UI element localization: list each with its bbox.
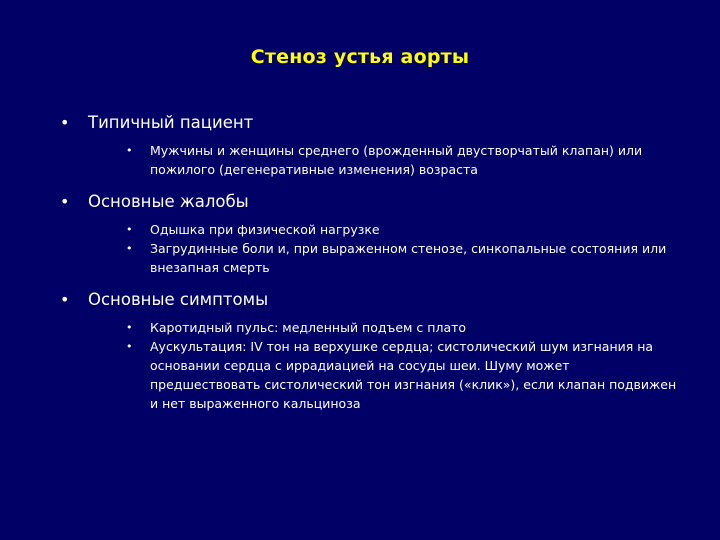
list-item xyxy=(126,220,680,239)
bullet-icon: • xyxy=(126,340,133,353)
list-item xyxy=(126,318,680,337)
section-typical-patient xyxy=(60,112,680,179)
list-item-text: Одышка при физической нагрузке xyxy=(150,222,380,237)
list-item xyxy=(126,337,680,413)
bullet-icon: • xyxy=(126,223,133,236)
list-item-text: Аускультация: IV тон на верхушке сердца; систолический шум изгнания на основании сердца с иррадиацией на сосуды шеи. Шуму может предшествовать систолический тон изгнания («клик»), если клапан подвижен и нет выраженного кальциноза xyxy=(150,339,677,411)
section-main-complaints xyxy=(60,191,680,277)
list-item-text: Каротидный пульс: медленный подъем с плато xyxy=(150,320,467,335)
section-heading xyxy=(60,289,680,311)
bullet-icon: • xyxy=(126,144,133,157)
section-main-symptoms xyxy=(60,289,680,413)
bullet-icon: • xyxy=(126,242,133,255)
list-item xyxy=(126,239,680,277)
section-heading xyxy=(60,112,680,134)
slide-content xyxy=(60,112,680,425)
section-heading-text: Основные симптомы xyxy=(88,290,269,309)
sub-list xyxy=(126,141,680,179)
list-item-text: Мужчины и женщины среднего (врожденный двустворчатый клапан) или пожилого (дегенеративные изменения) возраста xyxy=(150,143,643,177)
sub-list xyxy=(126,220,680,277)
bullet-icon: • xyxy=(60,192,70,211)
bullet-icon: • xyxy=(60,113,70,132)
slide-title: Стеноз устья аорты xyxy=(250,46,470,68)
section-heading-text: Типичный пациент xyxy=(88,113,254,132)
section-heading-text: Основные жалобы xyxy=(88,192,249,211)
sub-list xyxy=(126,318,680,413)
bullet-icon: • xyxy=(126,321,133,334)
list-item xyxy=(126,141,680,179)
section-heading xyxy=(60,191,680,213)
bullet-icon: • xyxy=(60,290,70,309)
list-item-text: Загрудинные боли и, при выраженном стенозе, синкопальные состояния или внезапная смерть xyxy=(150,241,667,275)
